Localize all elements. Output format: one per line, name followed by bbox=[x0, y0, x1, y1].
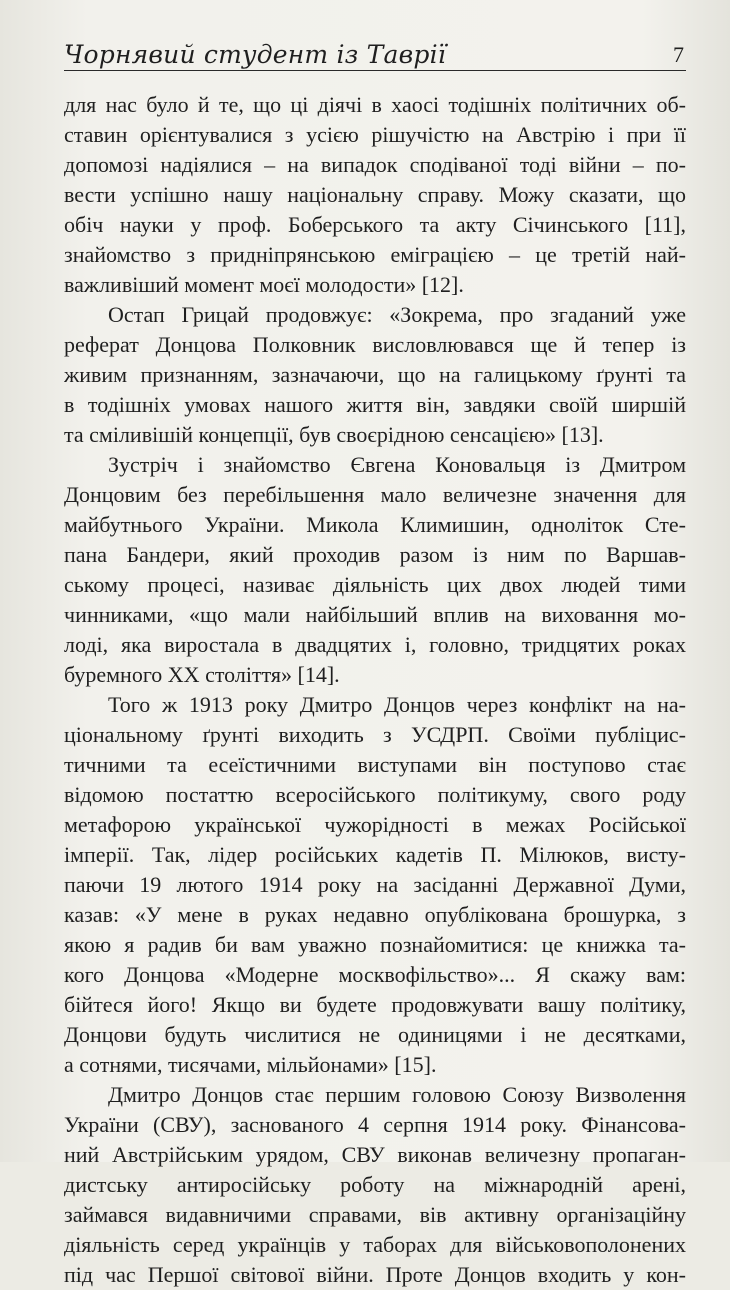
text-line: реферат Донцова Полковник висловлювався ще й тепер із bbox=[64, 332, 686, 357]
text-line: України (СВУ), заснованого 4 серпня 1914 року. Фінансова- bbox=[64, 1112, 686, 1137]
text-line: під час Першої світової війни. Проте Донцов входить у кон- bbox=[64, 1262, 686, 1287]
text-line: дистську антиросійську роботу на міжнародній арені, bbox=[64, 1172, 686, 1197]
text-line: вести успішно нашу національну справу. Можу сказати, що bbox=[64, 182, 686, 207]
text-line: тичними та есеїстичними виступами він поступово стає bbox=[64, 752, 686, 777]
text-line: ціональному ґрунті виходить з УСДРП. Своїми публіцис- bbox=[64, 722, 686, 747]
text-line: важливіший момент моєї молодости» [12]. bbox=[64, 272, 464, 297]
text-line: знайомство з придніпрянською еміграцією – це третій най- bbox=[64, 242, 686, 267]
text-line: займався видавничими справами, вів активну організаційну bbox=[64, 1202, 686, 1227]
text-line: метафорою української чужорідності в межах Російської bbox=[64, 812, 686, 837]
text-line: а сотнями, тисячами, мільйонами» [15]. bbox=[64, 1052, 437, 1077]
text-line: в тодішніх умовах нашого життя він, завдяки своїй ширшій bbox=[64, 392, 686, 417]
text-line: Донцовим без перебільшення мало величезне значення для bbox=[64, 482, 686, 507]
text-line: казав: «У мене в руках недавно опублікована брошурка, з bbox=[64, 902, 686, 927]
text-line: обіч науки у проф. Боберського та акту Січинського [11], bbox=[64, 212, 686, 237]
text-line: імперії. Так, лідер російських кадетів П. Мілюков, висту- bbox=[64, 842, 686, 867]
text-line: лоді, яка виростала в двадцятих і, головно, тридцятих роках bbox=[64, 632, 686, 657]
text-line: майбутнього України. Микола Климишин, одноліток Сте- bbox=[64, 512, 686, 537]
page-header bbox=[64, 34, 686, 71]
text-line: буремного ХХ століття» [14]. bbox=[64, 662, 340, 687]
text-line: паючи 19 лютого 1914 року на засіданні Державної Думи, bbox=[64, 872, 686, 897]
text-line: якою я радив би вам уважно познайомитися: це книжка та- bbox=[64, 932, 686, 957]
text-line: ний Австрійським урядом, СВУ виконав величезну пропаган- bbox=[64, 1142, 686, 1167]
running-title: Чорнявий студент із Таврії bbox=[64, 40, 446, 69]
text-line: Зустріч і знайомство Євгена Коновальця із Дмитром bbox=[108, 452, 686, 477]
text-line: кого Донцова «Модерне москвофільство»... Я скажу вам: bbox=[64, 962, 686, 987]
text-line: чинниками, «що мали найбільший вплив на виховання мо- bbox=[64, 602, 686, 627]
text-line: пана Бандери, який проходив разом із ним по Варшав- bbox=[64, 542, 686, 567]
text-line: ському процесі, називає діяльність цих двох людей тими bbox=[64, 572, 686, 597]
text-line: ставин орієнтувалися з усією рішучістю на Австрію і при її bbox=[64, 122, 686, 147]
text-line: для нас було й те, що ці діячі в хаосі тодішніх політичних об- bbox=[64, 92, 686, 117]
text-line: допомозі надіялися – на випадок сподіваної тоді війни – по- bbox=[64, 152, 686, 177]
text-line: Остап Грицай продовжує: «Зокрема, про згаданий уже bbox=[108, 302, 686, 327]
text-line: живим признанням, зазначаючи, що на галицькому ґрунті та bbox=[64, 362, 686, 387]
text-line: Того ж 1913 року Дмитро Донцов через конфлікт на на- bbox=[108, 692, 686, 717]
text-line: відомою постаттю всеросійського політикуму, свого роду bbox=[64, 782, 686, 807]
body-text bbox=[64, 90, 686, 1290]
text-line: Донцови будуть числитися не одиницями і не десятками, bbox=[64, 1022, 686, 1047]
page-number: 7 bbox=[673, 42, 684, 67]
text-line: Дмитро Донцов стає першим головою Союзу Визволення bbox=[108, 1082, 686, 1107]
text-line: діяльність серед українців у таборах для військовополонених bbox=[64, 1232, 686, 1257]
text-line: бійтеся його! Якщо ви будете продовжувати вашу політику, bbox=[64, 992, 686, 1017]
text-line: та сміливішій концепції, був своєрідною сенсацією» [13]. bbox=[64, 422, 604, 447]
